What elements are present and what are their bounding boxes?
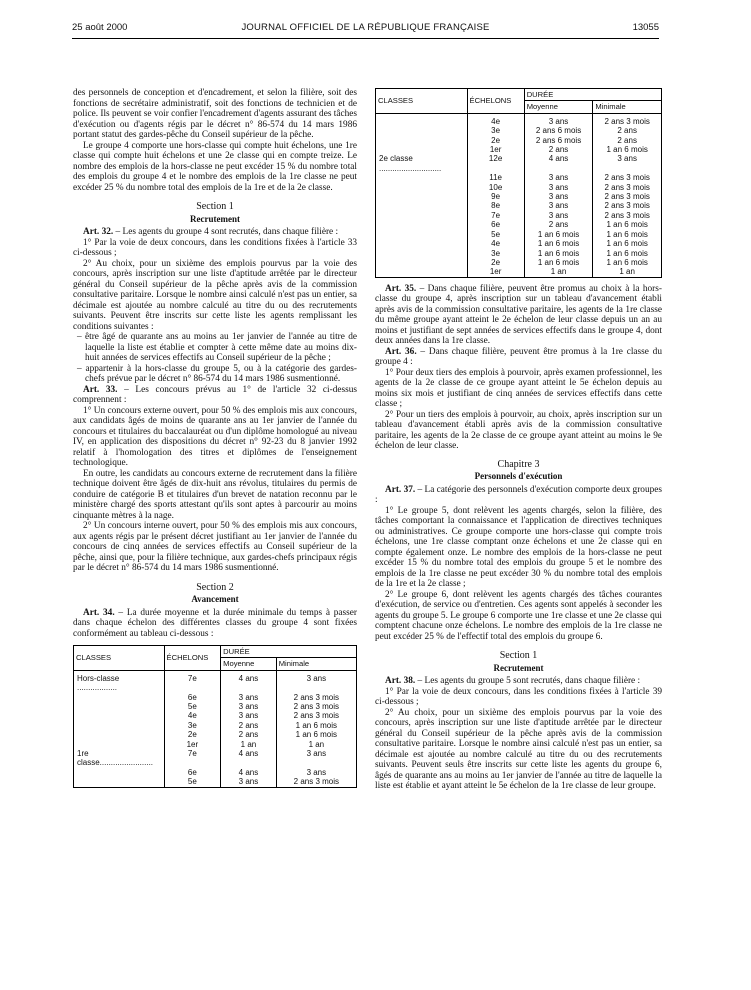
moyenne-cell: 1 an 6 mois	[524, 239, 593, 248]
moyenne-cell: 3 ans	[524, 113, 593, 126]
article-number: Art. 38.	[385, 676, 416, 687]
paragraph: 1° Un concours externe ouvert, pour 50 % des emplois mis aux concours, aux candidats âgés de moins de quarante ans au 1er janvier de l'année du concours et titulaires du baccalauréat ou d'un diplôme homologué au niveau IV, en application des dispositions du décret n° 92-23 du 8 janvier 1992 relatif à l'homologation des titres et diplômes de l'enseignement technologique.	[73, 405, 357, 468]
moyenne-cell: 2 ans	[221, 721, 277, 730]
paragraph: 2° Au choix, pour un sixième des emplois pourvus par la voie des concours, après inscription sur une liste d'aptitude arrêtée par le directeur général du Conseil supérieur de la pêche après avis de la commission consultative paritaire. Lorsque le nombre ainsi calculé n'est pas un entier, sa décimale est ajoutée au nombre calculé au titre du ou des recrutements suivants. Peuvent seuls être inscrits sur cette liste les agents du groupe 6, âgés de quarante ans au moins au 1er janvier de l'année au titre de laquelle la liste est établie et ayant atteint le 5e échelon de la 1re classe de leur groupe.	[375, 707, 662, 792]
class-cell: 2e classe ............................	[376, 154, 468, 173]
echelon-cell: 2e	[467, 258, 524, 267]
col-header-duree: DURÉE	[221, 646, 357, 658]
echelon-cell: 3e	[467, 126, 524, 135]
list-item: – être âgé de quarante ans au moins au 1er janvier de l'année au titre de laquelle la liste est établie et compter à cette même date au moins dix-huit années de services effectifs au Conseil supérieur de la pêche ;	[77, 332, 357, 363]
paragraph: 1° Pour deux tiers des emplois à pourvoir, après examen professionnel, les agents de la 2e classe de ce groupe ayant atteint le 5e échelon depuis au moins six mois et justifiant de cinq années de services effectifs dans cette classe ;	[375, 367, 662, 410]
paragraph: 1° Le groupe 5, dont relèvent les agents chargés, selon la filière, des tâches comportant la connaissance et l'application de directives techniques ou administratives. Ce groupe comporte une hors-classe qui compte trois échelons, une 1re classe comptant onze échelons et une 2e classe qui en compte également onze. Le nombre des emplois de la hors-classe ne peut excéder 15 % du nombre total des emplois du groupe 5 et le nombre des emplois de la 1re classe ne peut excéder 30 % du nombre total des emplois de la 1re et la 2e classe ;	[375, 505, 662, 590]
class-cell	[376, 145, 468, 154]
paragraph: 1° Par la voie de deux concours, dans les conditions fixées à l'article 39 ci-dessous ;	[375, 686, 662, 708]
page-header	[72, 22, 659, 36]
col-header-echelons: ÉCHELONS	[164, 646, 221, 671]
col-header-moyenne: Moyenne	[221, 658, 277, 670]
minimale-cell: 2 ans 3 mois	[593, 211, 662, 220]
journal-title: JOURNAL OFFICIEL DE LA RÉPUBLIQUE FRANÇAISE	[241, 22, 490, 33]
chapter-heading: Chapitre 3	[497, 458, 540, 470]
class-cell	[376, 267, 468, 277]
echelon-cell: 4e	[467, 239, 524, 248]
class-cell	[376, 230, 468, 239]
class-cell	[376, 211, 468, 220]
paragraph: 2° Au choix, pour un sixième des emplois pourvus par la voie des concours, après inscription sur une liste d'aptitude arrêtée par le directeur général du Conseil supérieur de la pêche après avis de la commission consultative paritaire. Lorsque le nombre ainsi calculé n'est pas un entier, sa décimale est ajoutée au nombre calculé au titre du ou des recrutements suivants. Peuvent être inscrits sur cette liste les agents remplissant les conditions suivantes :	[73, 258, 357, 332]
moyenne-cell: 3 ans	[524, 183, 593, 192]
minimale-cell: 1 an 6 mois	[593, 249, 662, 258]
moyenne-cell: 2 ans	[524, 145, 593, 154]
table-row	[376, 183, 662, 192]
echelon-cell: 10e	[467, 183, 524, 192]
minimale-cell: 2 ans 3 mois	[593, 183, 662, 192]
table-row	[376, 220, 662, 229]
class-cell	[74, 693, 165, 702]
minimale-cell: 1 an	[593, 267, 662, 277]
echelon-cell: 11e	[467, 173, 524, 182]
minimale-cell: 3 ans	[593, 154, 662, 173]
minimale-cell: 1 an	[276, 740, 356, 749]
moyenne-cell: 1 an 6 mois	[524, 258, 593, 267]
moyenne-cell: 4 ans	[524, 154, 593, 173]
table-row	[376, 154, 662, 173]
minimale-cell: 2 ans	[593, 136, 662, 145]
header-rule	[72, 38, 659, 39]
table-row	[74, 702, 357, 711]
minimale-cell: 1 an 6 mois	[593, 220, 662, 229]
col-header-moyenne: Moyenne	[524, 101, 593, 113]
minimale-cell: 1 an 6 mois	[276, 730, 356, 739]
condition-list	[73, 332, 357, 385]
minimale-cell: 2 ans 3 mois	[276, 702, 356, 711]
table-row	[74, 777, 357, 787]
class-cell	[376, 220, 468, 229]
table-row	[74, 749, 357, 768]
class-cell	[376, 239, 468, 248]
class-cell	[376, 173, 468, 182]
paragraph: 2° Un concours interne ouvert, pour 50 % des emplois mis aux concours, aux agents régis par le présent décret justifiant au 1er janvier de l'année du concours de cinq années de services effectifs au Conseil supérieur de la pêche, ainsi que, pour la filière technique, aux gardes-chefs principaux régis par le décret n° 86-574 du 14 mars 1986 susmentionné.	[73, 521, 357, 573]
minimale-cell: 2 ans 3 mois	[276, 693, 356, 702]
section-heading: Section 1	[196, 201, 234, 212]
table-row	[376, 249, 662, 258]
echelon-cell: 2e	[164, 730, 221, 739]
col-header-minimale: Minimale	[276, 658, 356, 670]
paragraph: 2° Le groupe 6, dont relèvent les agents chargés des tâches courantes d'exécution, de service ou d'entretien. Ces agents sont appelés à seconder les agents du groupe 5. Le groupe 6 comporte une 1re classe et une 2e classe qui comptent chacune onze échelons. Le nombre des emplois de la 1re classe ne peut excéder 25 % de l'effectif total des emplois du groupe 6.	[375, 589, 662, 642]
page-number: 13055	[632, 22, 659, 33]
echelon-cell: 3e	[467, 249, 524, 258]
article-number: Art. 34.	[83, 607, 115, 618]
moyenne-cell: 3 ans	[221, 693, 277, 702]
article-text: – Les agents du groupe 5 sont recrutés, dans chaque filière :	[415, 676, 641, 687]
minimale-cell: 3 ans	[276, 670, 356, 692]
minimale-cell: 2 ans 3 mois	[276, 777, 356, 787]
moyenne-cell: 2 ans 6 mois	[524, 136, 593, 145]
table-row	[376, 239, 662, 248]
article-text: – Les concours prévus au 1° de l'article 32 ci-dessus comprennent :	[73, 384, 357, 405]
class-cell	[376, 201, 468, 210]
minimale-cell: 1 an 6 mois	[593, 239, 662, 248]
minimale-cell: 2 ans	[593, 126, 662, 135]
col-header-classes: CLASSES	[376, 89, 468, 114]
section-subheading: Avancement	[191, 594, 239, 604]
class-cell	[74, 711, 165, 720]
class-cell	[74, 730, 165, 739]
table-row	[376, 211, 662, 220]
table-row	[74, 768, 357, 777]
article-number: Art. 37.	[385, 484, 416, 495]
moyenne-cell: 4 ans	[221, 670, 277, 692]
article-text: – Les agents du groupe 4 sont recrutés, dans chaque filière :	[113, 227, 339, 237]
echelon-cell: 6e	[164, 768, 221, 777]
echelon-cell: 12e	[467, 154, 524, 173]
echelon-cell: 5e	[164, 702, 221, 711]
minimale-cell: 2 ans 3 mois	[593, 113, 662, 126]
class-cell	[74, 740, 165, 749]
table-row	[376, 230, 662, 239]
article-number: Art. 36.	[385, 346, 417, 357]
left-column	[73, 88, 357, 796]
article-text: – La catégorie des personnels d'exécution comporte deux groupes :	[375, 484, 662, 506]
paragraph: En outre, les candidats au concours externe de recrutement dans la filière technique doivent être âgés de dix-huit ans révolus, titulaires du permis de conduire de catégorie B et titulaires d'un brevet de natation reconnu par le ministère chargé des sports attestant qu'ils sont aptes à parcourir au moins cinquante mètres à la nage.	[73, 468, 357, 521]
moyenne-cell: 1 an	[524, 267, 593, 277]
article-text: – Dans chaque filière, peuvent être promus au choix à la hors-classe du groupe 4, après inscription sur un tableau d'avancement établi après avis de la commission consultative paritaire, les agents de la 1re classe du même groupe ayant atteint le 2e échelon de leur classe depuis un an au moins et justifiant de sept années de services effectifs dans le groupe 4, dont deux années dans la 1re classe.	[375, 283, 662, 347]
moyenne-cell: 3 ans	[524, 173, 593, 182]
paragraph: 1° Par la voie de deux concours, dans les conditions fixées à l'article 33 ci-dessous ;	[73, 237, 357, 258]
class-cell: 1re classe........................	[74, 749, 165, 768]
paragraph: des personnels de conception et d'encadrement, et selon la filière, soit des fonctions de secrétaire administratif, soit des fonctions de technicien et de police. Ils peuvent se voir confier l'encadrement d'agents assurant des tâches d'exécution ou d'agents régis par le décret n° 86-574 du 14 mars 1986 portant statut des gardes-pêche du Conseil supérieur de la pêche.	[73, 88, 357, 140]
echelon-table-part2	[375, 88, 662, 278]
table-body	[74, 670, 357, 787]
paragraph: Le groupe 4 comporte une hors-classe qui compte huit échelons, une 1re classe qui compte huit échelons et une 2e classe qui en compte treize. Le nombre des emplois de la hors-classe ne peut excéder 15 % du nombre total des emplois du groupe 4 et le nombre des emplois de la 1re classe ne peut excéder 25 % du nombre total des emplois de la 1re et de la 2e classe.	[73, 140, 357, 193]
moyenne-cell: 1 an	[221, 740, 277, 749]
minimale-cell: 1 an 6 mois	[276, 721, 356, 730]
echelon-table-part1	[73, 645, 357, 788]
col-header-minimale: Minimale	[593, 101, 662, 113]
article-text: – Dans chaque filière, peuvent être promus à la 1re classe du groupe 4 :	[375, 346, 662, 368]
table-row	[74, 711, 357, 720]
minimale-cell: 3 ans	[276, 749, 356, 768]
table-row	[376, 192, 662, 201]
echelon-cell: 6e	[164, 693, 221, 702]
class-cell	[376, 192, 468, 201]
moyenne-cell: 1 an 6 mois	[524, 230, 593, 239]
minimale-cell: 2 ans 3 mois	[276, 711, 356, 720]
moyenne-cell: 4 ans	[221, 749, 277, 768]
minimale-cell: 1 an 6 mois	[593, 258, 662, 267]
table-row	[74, 740, 357, 749]
echelon-cell: 2e	[467, 136, 524, 145]
echelon-cell: 6e	[467, 220, 524, 229]
section-heading: Section 1	[499, 650, 538, 662]
table-row	[376, 136, 662, 145]
echelon-cell: 1er	[467, 267, 524, 277]
table-row	[376, 173, 662, 182]
minimale-cell: 2 ans 3 mois	[593, 201, 662, 210]
section-heading: Section 2	[196, 581, 234, 593]
col-header-duree: DURÉE	[524, 89, 661, 101]
moyenne-cell: 2 ans 6 mois	[524, 126, 593, 135]
article-number: Art. 35.	[385, 283, 417, 294]
table-row	[74, 693, 357, 702]
right-column	[375, 88, 662, 792]
table-row	[376, 113, 662, 126]
echelon-cell: 4e	[164, 711, 221, 720]
class-cell	[74, 768, 165, 777]
minimale-cell: 2 ans 3 mois	[593, 192, 662, 201]
class-cell	[376, 113, 468, 126]
echelon-cell: 1er	[164, 740, 221, 749]
section-subheading: Recrutement	[190, 213, 240, 224]
moyenne-cell: 3 ans	[524, 211, 593, 220]
class-cell: Hors-classe ..................	[74, 670, 165, 692]
moyenne-cell: 4 ans	[221, 768, 277, 777]
moyenne-cell: 3 ans	[524, 201, 593, 210]
article-text: – La durée moyenne et la durée minimale du temps à passer dans chaque échelon des différentes classes du groupe 4 sont fixées conformément au tableau ci-dessous :	[73, 607, 358, 639]
table-row	[376, 258, 662, 267]
article-number: Art. 33.	[83, 384, 118, 395]
table-row	[74, 730, 357, 739]
table-body	[376, 113, 662, 277]
table-row	[376, 126, 662, 135]
moyenne-cell: 3 ans	[524, 192, 593, 201]
class-cell	[376, 249, 468, 258]
table-row	[376, 201, 662, 210]
class-cell	[376, 136, 468, 145]
moyenne-cell: 3 ans	[221, 702, 277, 711]
echelon-cell: 9e	[467, 192, 524, 201]
echelon-cell: 8e	[467, 201, 524, 210]
minimale-cell: 1 an 6 mois	[593, 145, 662, 154]
echelon-cell: 7e	[467, 211, 524, 220]
class-cell	[376, 126, 468, 135]
header-date: 25 août 2000	[72, 22, 128, 33]
echelon-cell: 4e	[467, 113, 524, 126]
moyenne-cell: 3 ans	[221, 777, 277, 787]
moyenne-cell: 2 ans	[524, 220, 593, 229]
table-row	[376, 145, 662, 154]
chapter-subheading: Personnels d'exécution	[474, 471, 563, 482]
echelon-cell: 7e	[164, 670, 221, 692]
class-cell	[376, 183, 468, 192]
col-header-classes: CLASSES	[74, 646, 165, 671]
echelon-cell: 7e	[164, 749, 221, 768]
echelon-cell: 5e	[164, 777, 221, 787]
table-row	[74, 670, 357, 692]
moyenne-cell: 2 ans	[221, 730, 277, 739]
table-row	[74, 721, 357, 730]
section-subheading: Recrutement	[493, 662, 544, 673]
echelon-cell: 1er	[467, 145, 524, 154]
minimale-cell: 1 an 6 mois	[593, 230, 662, 239]
echelon-cell: 3e	[164, 721, 221, 730]
moyenne-cell: 1 an 6 mois	[524, 249, 593, 258]
class-cell	[74, 777, 165, 787]
list-item: – appartenir à la hors-classe du groupe 5, ou à la catégorie des gardes-chefs prévue par le décret n° 86-574 du 14 mars 1986 susmentionné.	[77, 363, 357, 384]
col-header-echelons: ÉCHELONS	[467, 89, 524, 114]
paragraph: 2° Pour un tiers des emplois à pourvoir, au choix, après inscription sur un tableau d'avancement établi après avis de la commission consultative paritaire, les agents de la 2e classe de ce groupe ayant atteint au moins le 9e échelon de leur classe.	[375, 409, 662, 452]
minimale-cell: 3 ans	[276, 768, 356, 777]
class-cell	[74, 702, 165, 711]
class-cell	[376, 258, 468, 267]
article-number: Art. 32.	[83, 227, 114, 237]
moyenne-cell: 3 ans	[221, 711, 277, 720]
echelon-cell: 5e	[467, 230, 524, 239]
table-row	[376, 267, 662, 277]
class-cell	[74, 721, 165, 730]
minimale-cell: 2 ans 3 mois	[593, 173, 662, 182]
